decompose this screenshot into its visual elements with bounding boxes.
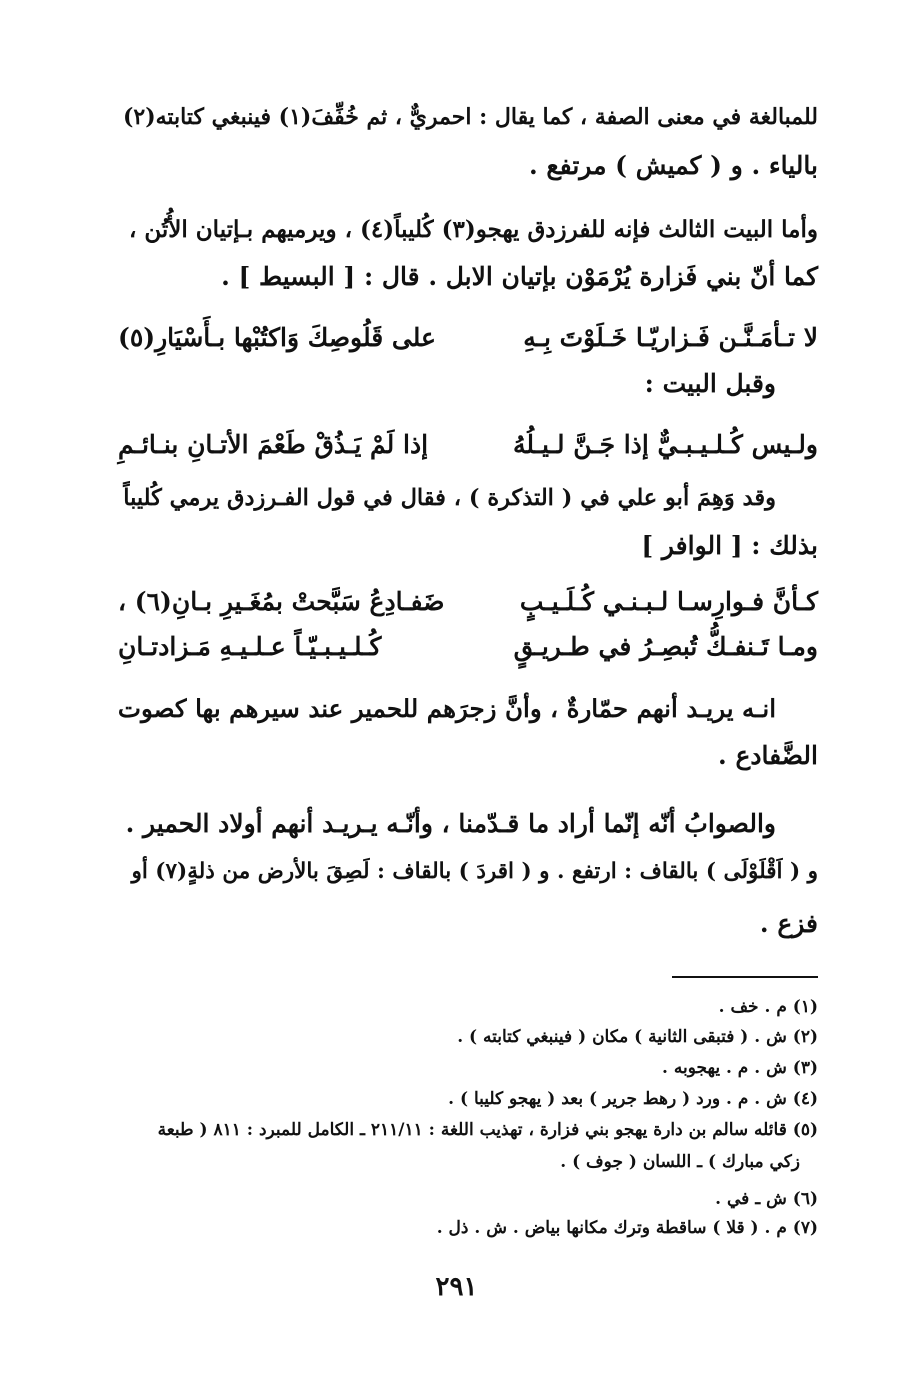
footnote-1: (١) م . خف . bbox=[718, 997, 818, 1017]
verse-4-second-hemistich: كُـلـيـبـيّـاً عـلـيـهِ مَـزادتـانِ bbox=[118, 632, 382, 661]
verse-3-second-hemistich: ضَفـادِعُ سَبَّحتْ بمُغَـيرِ بـانِ(٦) ، bbox=[118, 587, 445, 616]
paragraph-5-line-2: و ( اَقْلَوْلَى ) بالقاف : ارتفع . و ( اقردَ ) بالقاف : لَصِقَ بالأرض من ذلةٍ(٧) أو bbox=[131, 859, 818, 884]
footnote-5: (٥) قائله سالم بن دارة يهجو بني فزارة ، تهذيب اللغة : ٢١١/١١ ـ الكامل للمبرد : ٨١١ ( طبعة bbox=[157, 1120, 818, 1140]
paragraph-2-line-1: وأما البيت الثالث فإنه للفرزدق يهجو(٣) كُليباً(٤) ، ويرميهم بـإتيان الأُتُن ، bbox=[128, 216, 818, 243]
paragraph-5-line-3: فزع . bbox=[759, 909, 818, 938]
verse-1 bbox=[118, 318, 818, 358]
paragraph-4-line-1: انـه يريـد أنهم حمّارةٌ ، وأنَّ زجرَهم للحمير عند سيرهم بها كصوت bbox=[117, 694, 776, 723]
paragraph-3-line-2: بذلك : [ الوافر ] bbox=[641, 531, 818, 560]
before-verse-label: وقبل البيت : bbox=[644, 369, 776, 398]
verse-3-first-hemistich: كـأنَّ فـوارِسـا لـبـنـي كُـلَـيـبٍ bbox=[519, 587, 818, 616]
verse-3 bbox=[118, 582, 818, 622]
footnote-2: (٢) ش . ( فتبقى الثانية ) مكان ( فينبغي كتابته ) . bbox=[457, 1027, 818, 1047]
footnote-5-continuation: زكي مبارك ) ـ اللسان ( جوف ) . bbox=[560, 1152, 800, 1172]
paragraph-3-line-1: وقد وَهِمَ أبو علي في ( التذكرة ) ، فقال في قول الفـرزدق يرمي كُليباً bbox=[123, 485, 776, 511]
paragraph-2-line-2: كما أنّ بني فَزارة يُرْمَوْن بإتيان الابل . قال : [ البسيط ] . bbox=[221, 262, 818, 291]
verse-4 bbox=[118, 627, 818, 667]
verse-4-first-hemistich: ومـا تَـنفـكُّ تُبصِـرُ في طـريـقٍ bbox=[513, 632, 818, 661]
footnote-3: (٣) ش . م . يهجوبه . bbox=[662, 1058, 818, 1078]
verse-2-second-hemistich: إذا لَمْ يَـذُقْ طَعْمَ الأتـانِ بنـائـمِ bbox=[118, 430, 429, 459]
verse-2-first-hemistich: ولـيس كُـلـيـبـيٌّ إذا جَـنَّ لـيـلُهُ bbox=[513, 430, 818, 459]
paragraph-5-line-1: والصوابُ أنّه إنّما أراد ما قـدّمنا ، وأنّـه يـريـد أنهم أولاد الحمير . bbox=[125, 809, 776, 838]
verse-1-first-hemistich: لا تـأمَـنَّـن فَـزاريّـا خَـلَوْتَ بِـهِ bbox=[523, 323, 818, 352]
paragraph-1-line-2: بالياء . و ( كميش ) مرتفع . bbox=[528, 151, 818, 180]
page-number: ٢٩١ bbox=[435, 1272, 478, 1302]
footnote-4: (٤) ش . م . ورد ( رهط جرير ) بعد ( يهجو كليبا ) . bbox=[448, 1089, 818, 1109]
paragraph-4-line-2: الضَّفادع . bbox=[718, 741, 818, 770]
verse-1-second-hemistich: على قَلُوصِكَ وَاكتُبْها بـأَسْيَارِ(٥) bbox=[118, 323, 436, 352]
footnote-6: (٦) ش ـ في . bbox=[715, 1189, 818, 1209]
paragraph-1-line-1: للمبالغة في معنى الصفة ، كما يقال : احمريٌّ ، ثم خُفِّفَ(١) فينبغي كتابته(٢) bbox=[122, 104, 818, 130]
verse-2 bbox=[118, 425, 818, 465]
footnote-7: (٧) م . ( قلا ) ساقطة وترك مكانها بياض . ش . ذل . bbox=[436, 1218, 818, 1238]
footnote-separator bbox=[672, 976, 818, 978]
